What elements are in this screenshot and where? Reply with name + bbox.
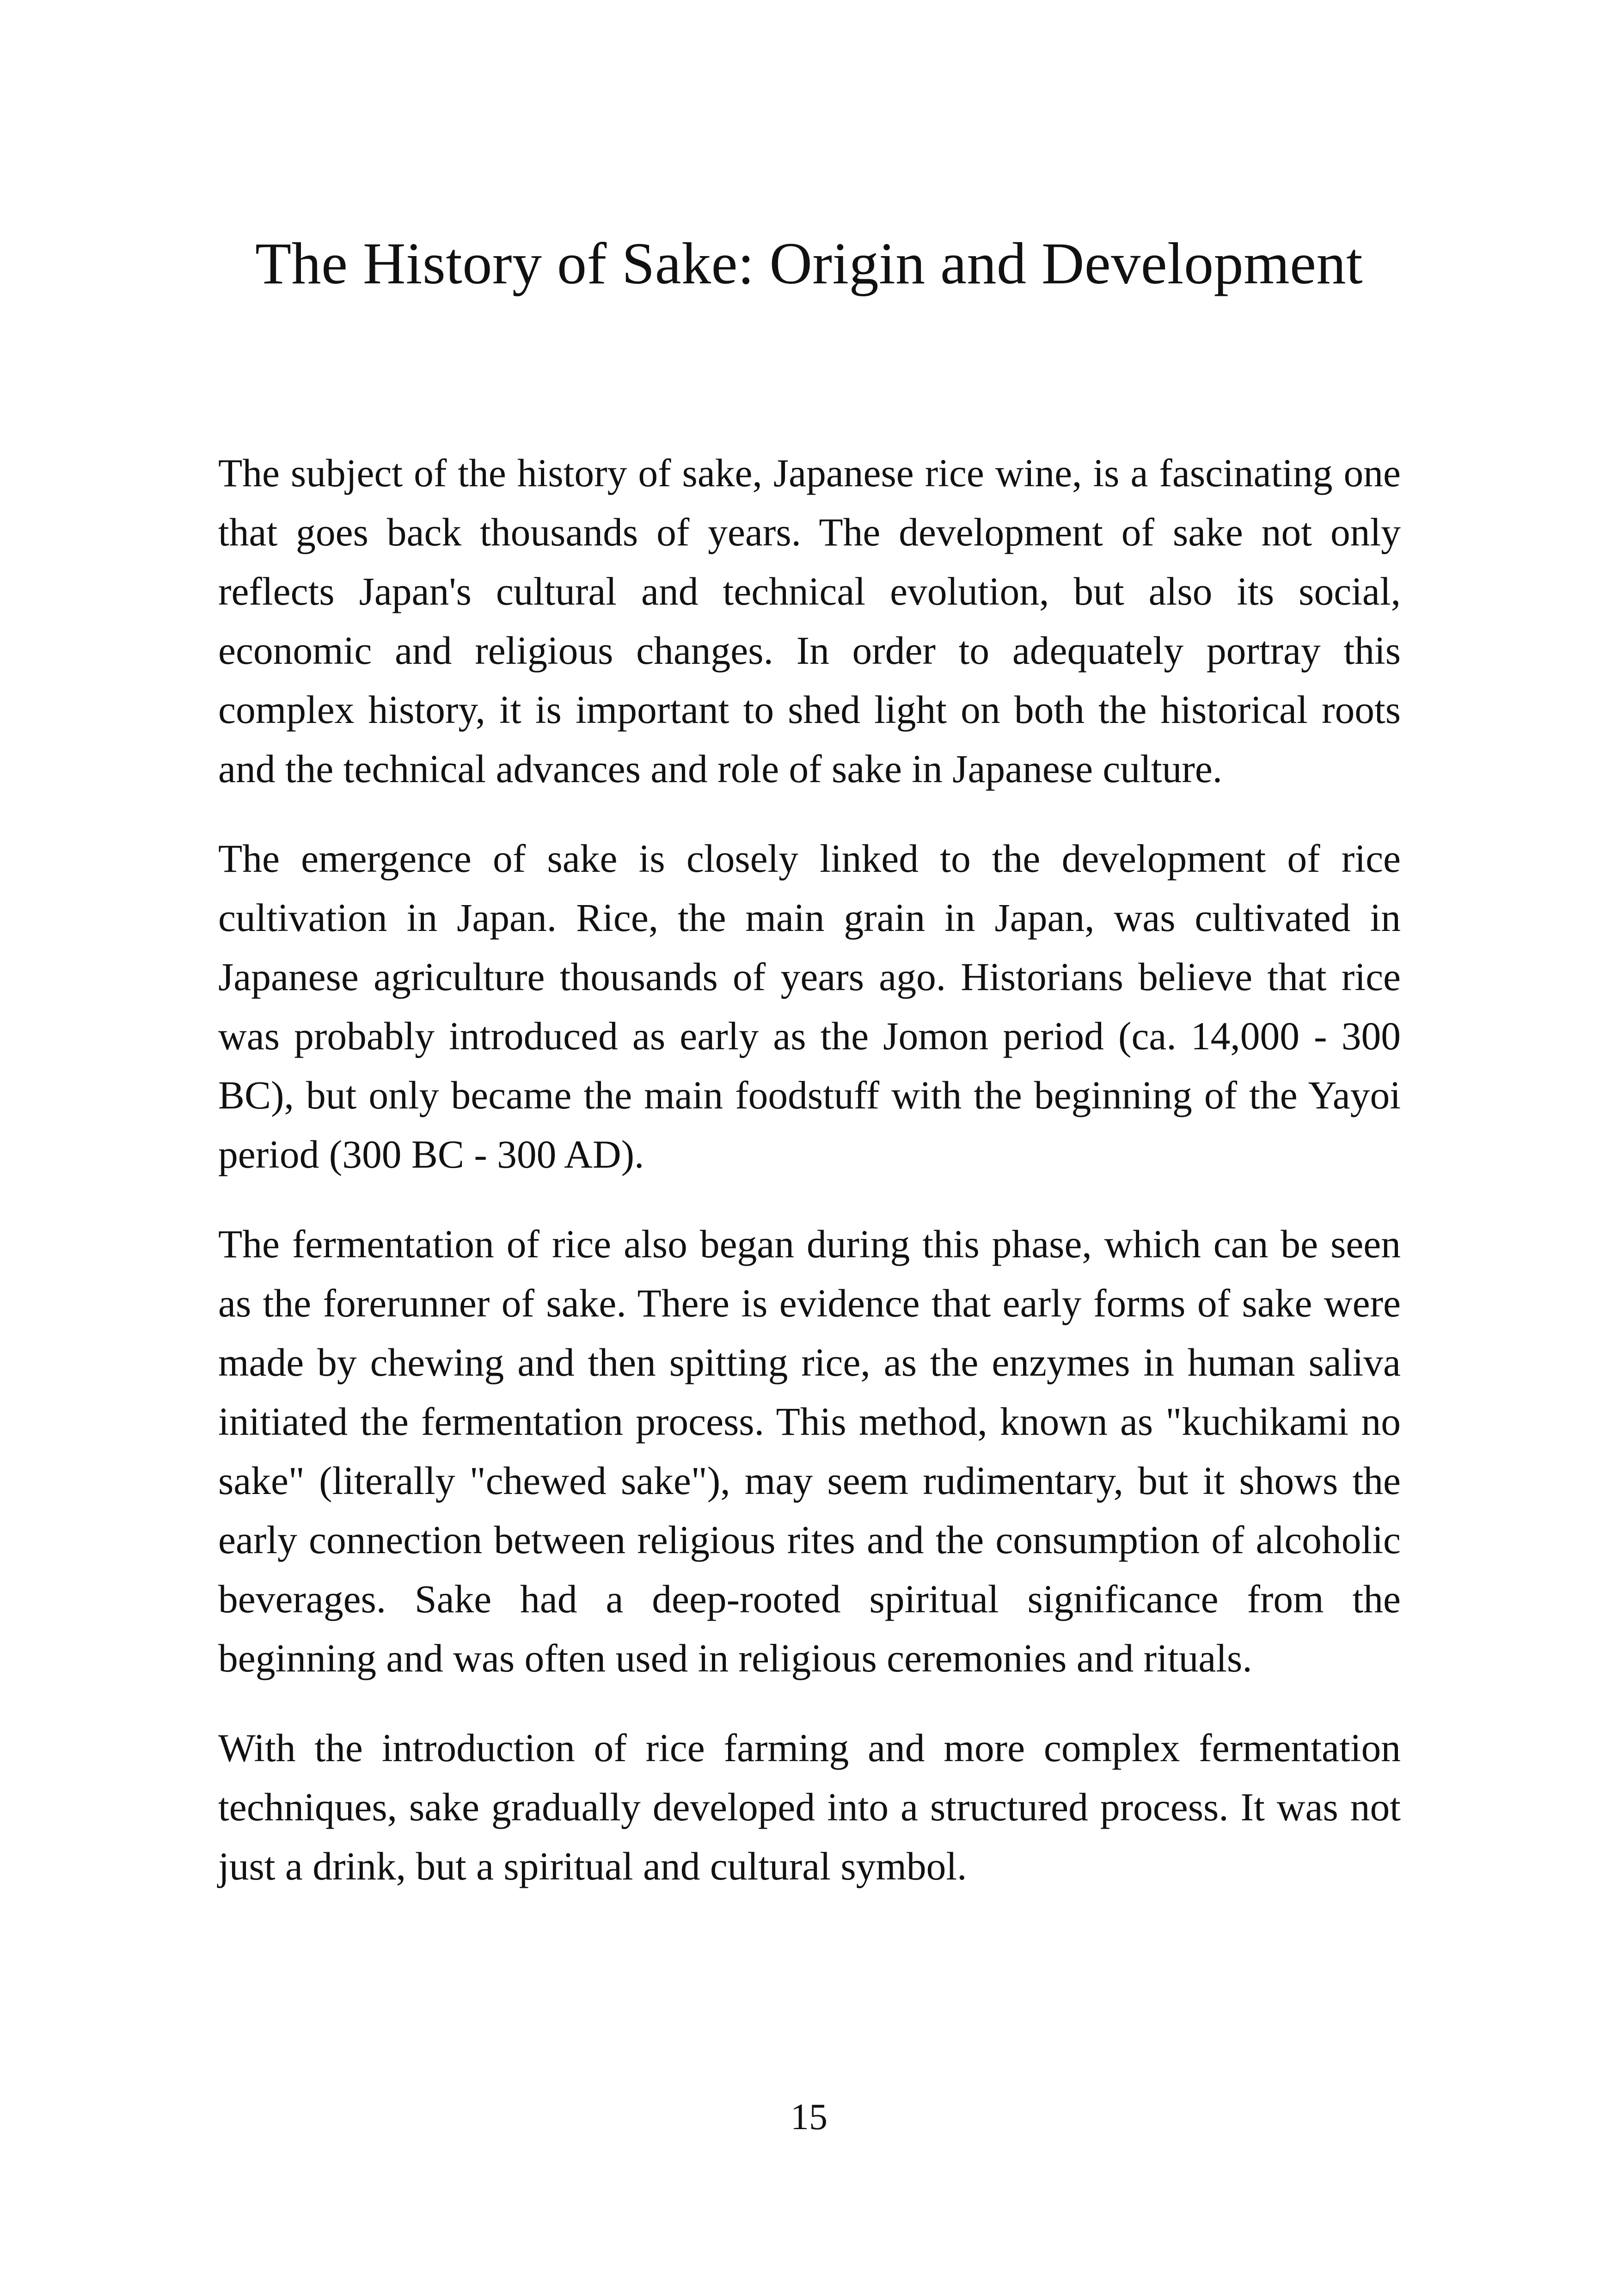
paragraph-1: The subject of the history of sake, Japanese rice wine, is a fascinating one that goes back thousands of years. The development of sake not only reflects Japan's cultural and technical evolution, but also its social, economic and religious changes. In order to adequately portray this complex history, it is important to shed light on both the historical roots and the technical advances and role of sake in Japanese culture. [218,452,1401,791]
paragraph-2: The emergence of sake is closely linked to the development of rice cultivation in Japan. Rice, the main grain in Japan, was cultivated in Japanese agriculture thousands of years ago. Historians believe that rice was probably introduced as early as the Jomon period (ca. 14,000 - 300 BC), but only became the main foodstuff with the beginning of the Yayoi period (300 BC - 300 AD). [218,837,1401,1176]
page-number: 15 [791,2097,827,2137]
page-title: The History of Sake: Origin and Development [255,231,1363,296]
paragraph-4: With the introduction of rice farming and more complex fermentation techniques, sake gradually developed into a structured process. It was not just a drink, but a spiritual and cultural symbol. [218,1727,1401,1888]
paragraph-3: The fermentation of rice also began during this phase, which can be seen as the forerunner of sake. There is evidence that early forms of sake were made by chewing and then spitting rice, as the enzymes in human saliva initiated the fermentation process. This method, known as "kuchikami no sake" (literally "chewed sake"), may seem rudimentary, but it shows the early connection between religious rites and the consumption of alcoholic beverages. Sake had a deep-rooted spiritual significance from the beginning and was often used in religious ceremonies and rituals. [218,1223,1401,1680]
body-text [218,444,1401,1927]
